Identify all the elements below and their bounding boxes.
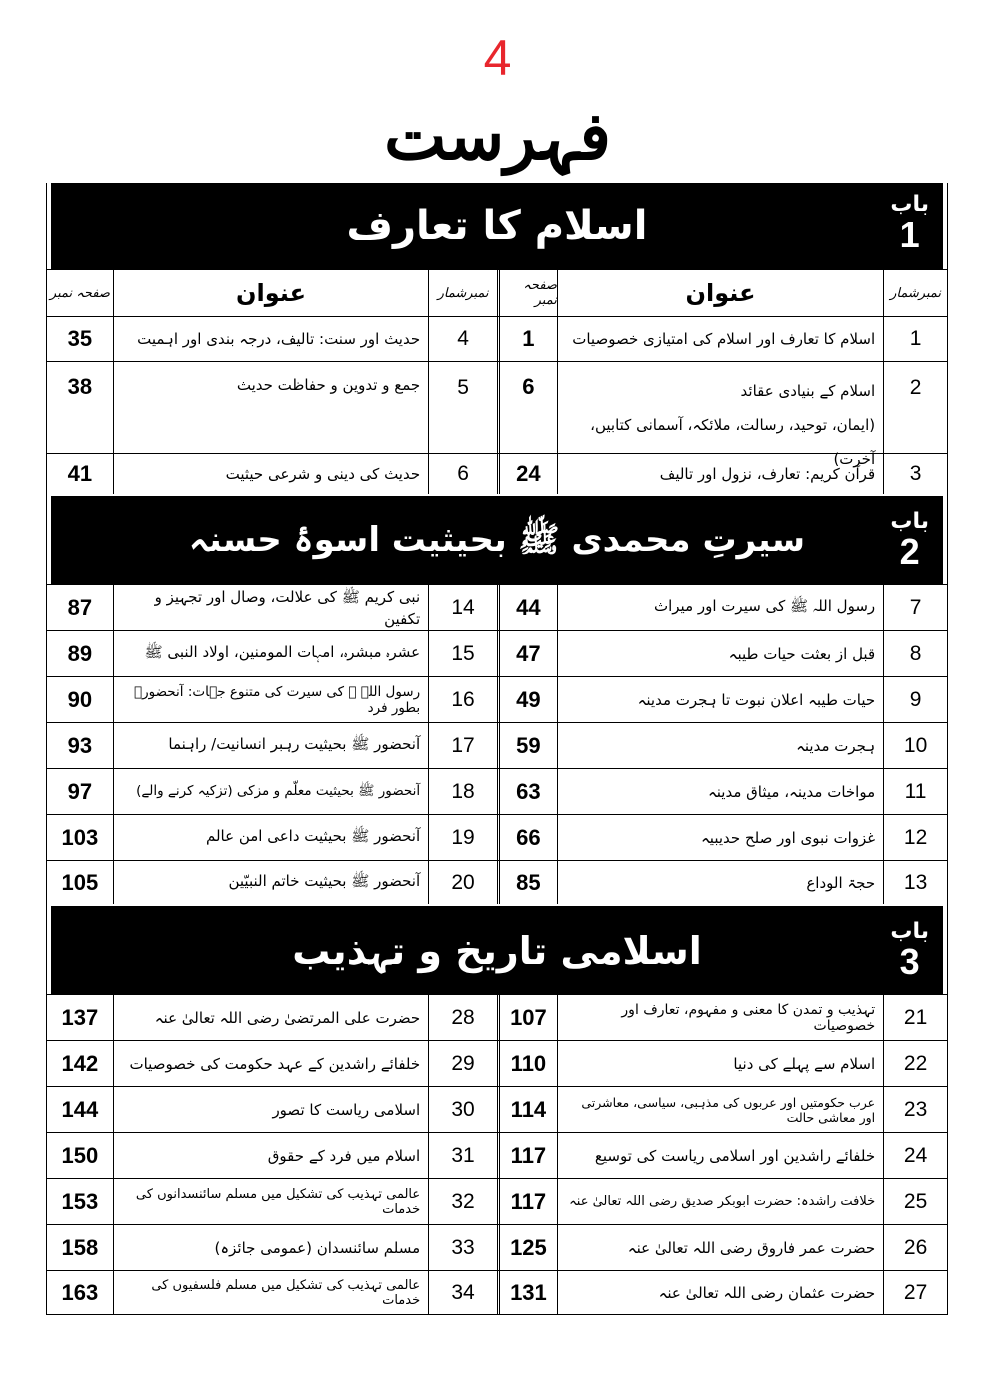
page-ref: 158: [61, 1234, 99, 1260]
page-ref: 131: [497, 1271, 557, 1314]
page-ref: 41: [67, 461, 93, 486]
header-page: صفحہ نمبر: [49, 285, 110, 301]
topic-subtitle: (ایمان، توحید، رسالت، ملائکہ، آسمانی کتابیں، آخرت): [590, 416, 876, 468]
chapter-title: اسلامی تاریخ و تہذیب: [292, 929, 702, 973]
page-ref: 85: [497, 861, 557, 904]
serial-number: 34: [428, 1271, 497, 1314]
chapter-header: [47, 183, 947, 269]
page-ref: 150: [61, 1142, 99, 1168]
serial-number: 7: [883, 585, 947, 630]
page-ref: 142: [61, 1050, 99, 1076]
serial-number: 25: [883, 1179, 947, 1224]
topic-link[interactable]: اسلام سے پہلے کی دنیا: [557, 1041, 883, 1086]
chapter-header: [47, 904, 947, 994]
chapter-number: 3: [899, 941, 920, 982]
chapter-title: سیرتِ محمدی ﷺ بحیثیت اسوۂ حسنہ: [188, 520, 806, 560]
serial-number: 10: [883, 723, 947, 768]
topic-link[interactable]: آنحضور ﷺ بحیثیت رہبر انسانیت/ راہنما: [113, 723, 428, 768]
page-ref: 153: [61, 1188, 99, 1214]
topic-link[interactable]: مواخات مدینہ، میثاق مدینہ: [557, 769, 883, 814]
serial-number: 19: [428, 815, 497, 860]
chapter-number: 2: [899, 531, 920, 572]
page-ref: 1: [497, 317, 557, 361]
serial-number: 29: [428, 1041, 497, 1086]
table-row: [47, 676, 947, 722]
chapter-label: باب: [890, 919, 929, 944]
page-ref: 105: [61, 869, 99, 895]
serial-number: 17: [428, 723, 497, 768]
topic-link[interactable]: حضرت علی المرتضیٰ رضی اللہ تعالیٰ عنہ: [113, 995, 428, 1040]
serial-number: 26: [883, 1225, 947, 1270]
topic-link[interactable]: حدیث اور سنت: تالیف، درجہ بندی اور اہمیت: [113, 317, 428, 361]
page-ref: 144: [61, 1096, 99, 1122]
serial-number: 23: [883, 1087, 947, 1132]
table-row: [47, 316, 947, 361]
topic-link[interactable]: آنحضور ﷺ بحیثیت داعی امن عالم: [113, 815, 428, 860]
header-title: عنوان: [557, 270, 883, 316]
header-page: صفحہ نمبر: [497, 270, 557, 316]
page-ref: 114: [497, 1087, 557, 1132]
serial-number: 33: [428, 1225, 497, 1270]
table-row: [47, 722, 947, 768]
chapter-number-badge: [890, 510, 929, 570]
chapter-title: اسلام کا تعارف: [346, 203, 648, 249]
topic-link[interactable]: حیات طیبہ اعلان نبوت تا ہجرت مدینہ: [557, 677, 883, 722]
table-row: [47, 768, 947, 814]
column-header-row: [47, 269, 947, 316]
page-ref: 38: [67, 374, 93, 399]
page-ref: 90: [67, 686, 93, 712]
page-ref: 103: [61, 824, 99, 850]
page-title: فہرست: [384, 97, 611, 175]
chapter-number-badge: [890, 193, 929, 253]
topic-link[interactable]: جمع و تدوین و حفاظت حدیث: [113, 362, 428, 453]
table-row: [47, 584, 947, 630]
page-ref: 117: [497, 1133, 557, 1178]
chapter-label: باب: [890, 509, 929, 534]
header-serial: نمبرشمار: [428, 270, 497, 316]
serial-number: 13: [883, 861, 947, 904]
table-row: [47, 453, 947, 494]
table-row: [47, 860, 947, 904]
serial-number: 22: [883, 1041, 947, 1086]
serial-number: 2: [883, 362, 947, 453]
serial-number: 32: [428, 1179, 497, 1224]
chapter-label: باب: [890, 192, 929, 217]
topic-link[interactable]: قرآن کریم: تعارف، نزول اور تالیف: [557, 454, 883, 494]
serial-number: 30: [428, 1087, 497, 1132]
topic-link[interactable]: عالمی تہذیب کی تشکیل میں مسلم سائنسدانوں کی خدمات: [113, 1179, 428, 1224]
page-ref: 44: [497, 585, 557, 630]
serial-number: 15: [428, 631, 497, 676]
page-ref: 89: [67, 640, 93, 666]
topic-link[interactable]: خلفائے راشدین کے عہد حکومت کی خصوصیات: [113, 1041, 428, 1086]
page-ref: 66: [497, 815, 557, 860]
topic-link[interactable]: خلافت راشدہ: حضرت ابوبکر صدیق رضی اللہ تعالیٰ عنہ: [557, 1179, 883, 1224]
page-ref: 93: [67, 732, 93, 758]
topic-link[interactable]: [557, 362, 883, 468]
table-of-contents: [46, 183, 948, 1315]
serial-number: 31: [428, 1133, 497, 1178]
serial-number: 18: [428, 769, 497, 814]
topic-link[interactable]: اسلام میں فرد کے حقوق: [113, 1133, 428, 1178]
topic-link[interactable]: حدیث کی دینی و شرعی حیثیت: [113, 454, 428, 494]
topic-link[interactable]: آنحضور ﷺ بحیثیت معلّم و مزکی (تزکیہ کرنے والے): [113, 769, 428, 814]
topic-link[interactable]: ہجرت مدینہ: [557, 723, 883, 768]
chapter-header: [47, 494, 947, 584]
chapter-number: 1: [899, 214, 920, 255]
table-row: [47, 1178, 947, 1224]
table-row: [47, 361, 947, 468]
table-row: [47, 994, 947, 1040]
topic-link[interactable]: رسول اللہ ﷺ کی سیرت کی متنوع جہات: آنحضورؐ بطور فرد: [113, 677, 428, 722]
table-row: [47, 630, 947, 676]
serial-number: 20: [428, 861, 497, 904]
topic-link[interactable]: حجۃ الوداع: [557, 861, 883, 904]
page-ref: 35: [67, 326, 93, 351]
serial-number: 1: [883, 317, 947, 361]
serial-number: 8: [883, 631, 947, 676]
page-ref: 63: [497, 769, 557, 814]
topic-link[interactable]: مسلم سائنسدان (عمومی جائزہ): [113, 1225, 428, 1270]
serial-number: 9: [883, 677, 947, 722]
header-serial: نمبرشمار: [883, 270, 947, 316]
topic-link[interactable]: حضرت عثمان رضی اللہ تعالیٰ عنہ: [557, 1271, 883, 1314]
topic-link[interactable]: قبل از بعثت حیات طیبہ: [557, 631, 883, 676]
serial-number: 28: [428, 995, 497, 1040]
serial-number: 5: [428, 362, 497, 453]
serial-number: 4: [428, 317, 497, 361]
topic-link[interactable]: عرب حکومتیں اور عربوں کی مذہبی، سیاسی، معاشرتی اور معاشی حالت: [557, 1087, 883, 1132]
serial-number: 6: [428, 454, 497, 494]
serial-number: 14: [428, 585, 497, 630]
topic-link[interactable]: خلفائے راشدین اور اسلامی ریاست کی توسیع: [557, 1133, 883, 1178]
page-ref: 6: [497, 362, 557, 453]
table-row: [47, 1270, 947, 1314]
serial-number: 21: [883, 995, 947, 1040]
page-ref: 24: [497, 454, 557, 494]
serial-number: 3: [883, 454, 947, 494]
topic-link[interactable]: حضرت عمر فاروق رضی اللہ تعالیٰ عنہ: [557, 1225, 883, 1270]
table-row: [47, 1040, 947, 1086]
table-row: [47, 814, 947, 860]
serial-number: 27: [883, 1271, 947, 1314]
page-ref: 163: [61, 1279, 99, 1305]
chapter-number-badge: [890, 920, 929, 980]
page-number: 4: [483, 30, 512, 86]
topic-title: اسلام کے بنیادی عقائد: [740, 382, 876, 400]
page-ref: 49: [497, 677, 557, 722]
topic-link[interactable]: آنحضور ﷺ بحیثیت خاتم النبیّین: [113, 861, 428, 904]
topic-link[interactable]: رسول اللہ ﷺ کی سیرت اور میراث: [557, 585, 883, 630]
header-title: عنوان: [113, 270, 428, 316]
topic-link[interactable]: عشرہ مبشرہ، امہات المومنین، اولاد النبی ﷺ: [113, 631, 428, 676]
page-ref: 87: [67, 594, 93, 620]
page-ref: 107: [497, 995, 557, 1040]
serial-number: 16: [428, 677, 497, 722]
page-ref: 59: [497, 723, 557, 768]
table-row: [47, 1132, 947, 1178]
table-row: [47, 1086, 947, 1132]
serial-number: 11: [883, 769, 947, 814]
topic-link[interactable]: غزوات نبوی اور صلح حدیبیہ: [557, 815, 883, 860]
table-row: [47, 1224, 947, 1270]
page-ref: 137: [61, 1004, 99, 1030]
page-ref: 110: [497, 1041, 557, 1086]
page-ref: 97: [67, 778, 93, 804]
topic-link[interactable]: تہذیب و تمدن کا معنی و مفہوم، تعارف اور خصوصیات: [557, 995, 883, 1040]
topic-link[interactable]: اسلامی ریاست کا تصور: [113, 1087, 428, 1132]
serial-number: 12: [883, 815, 947, 860]
serial-number: 24: [883, 1133, 947, 1178]
topic-link[interactable]: اسلام کا تعارف اور اسلام کی امتیازی خصوصیات: [557, 317, 883, 361]
topic-link[interactable]: عالمی تہذیب کی تشکیل میں مسلم فلسفیوں کی خدمات: [113, 1271, 428, 1314]
topic-link[interactable]: نبی کریم ﷺ کی علالت، وصال اور تجہیز و تکفین: [113, 585, 428, 630]
page-ref: 117: [497, 1179, 557, 1224]
page-ref: 125: [497, 1225, 557, 1270]
page-ref: 47: [497, 631, 557, 676]
